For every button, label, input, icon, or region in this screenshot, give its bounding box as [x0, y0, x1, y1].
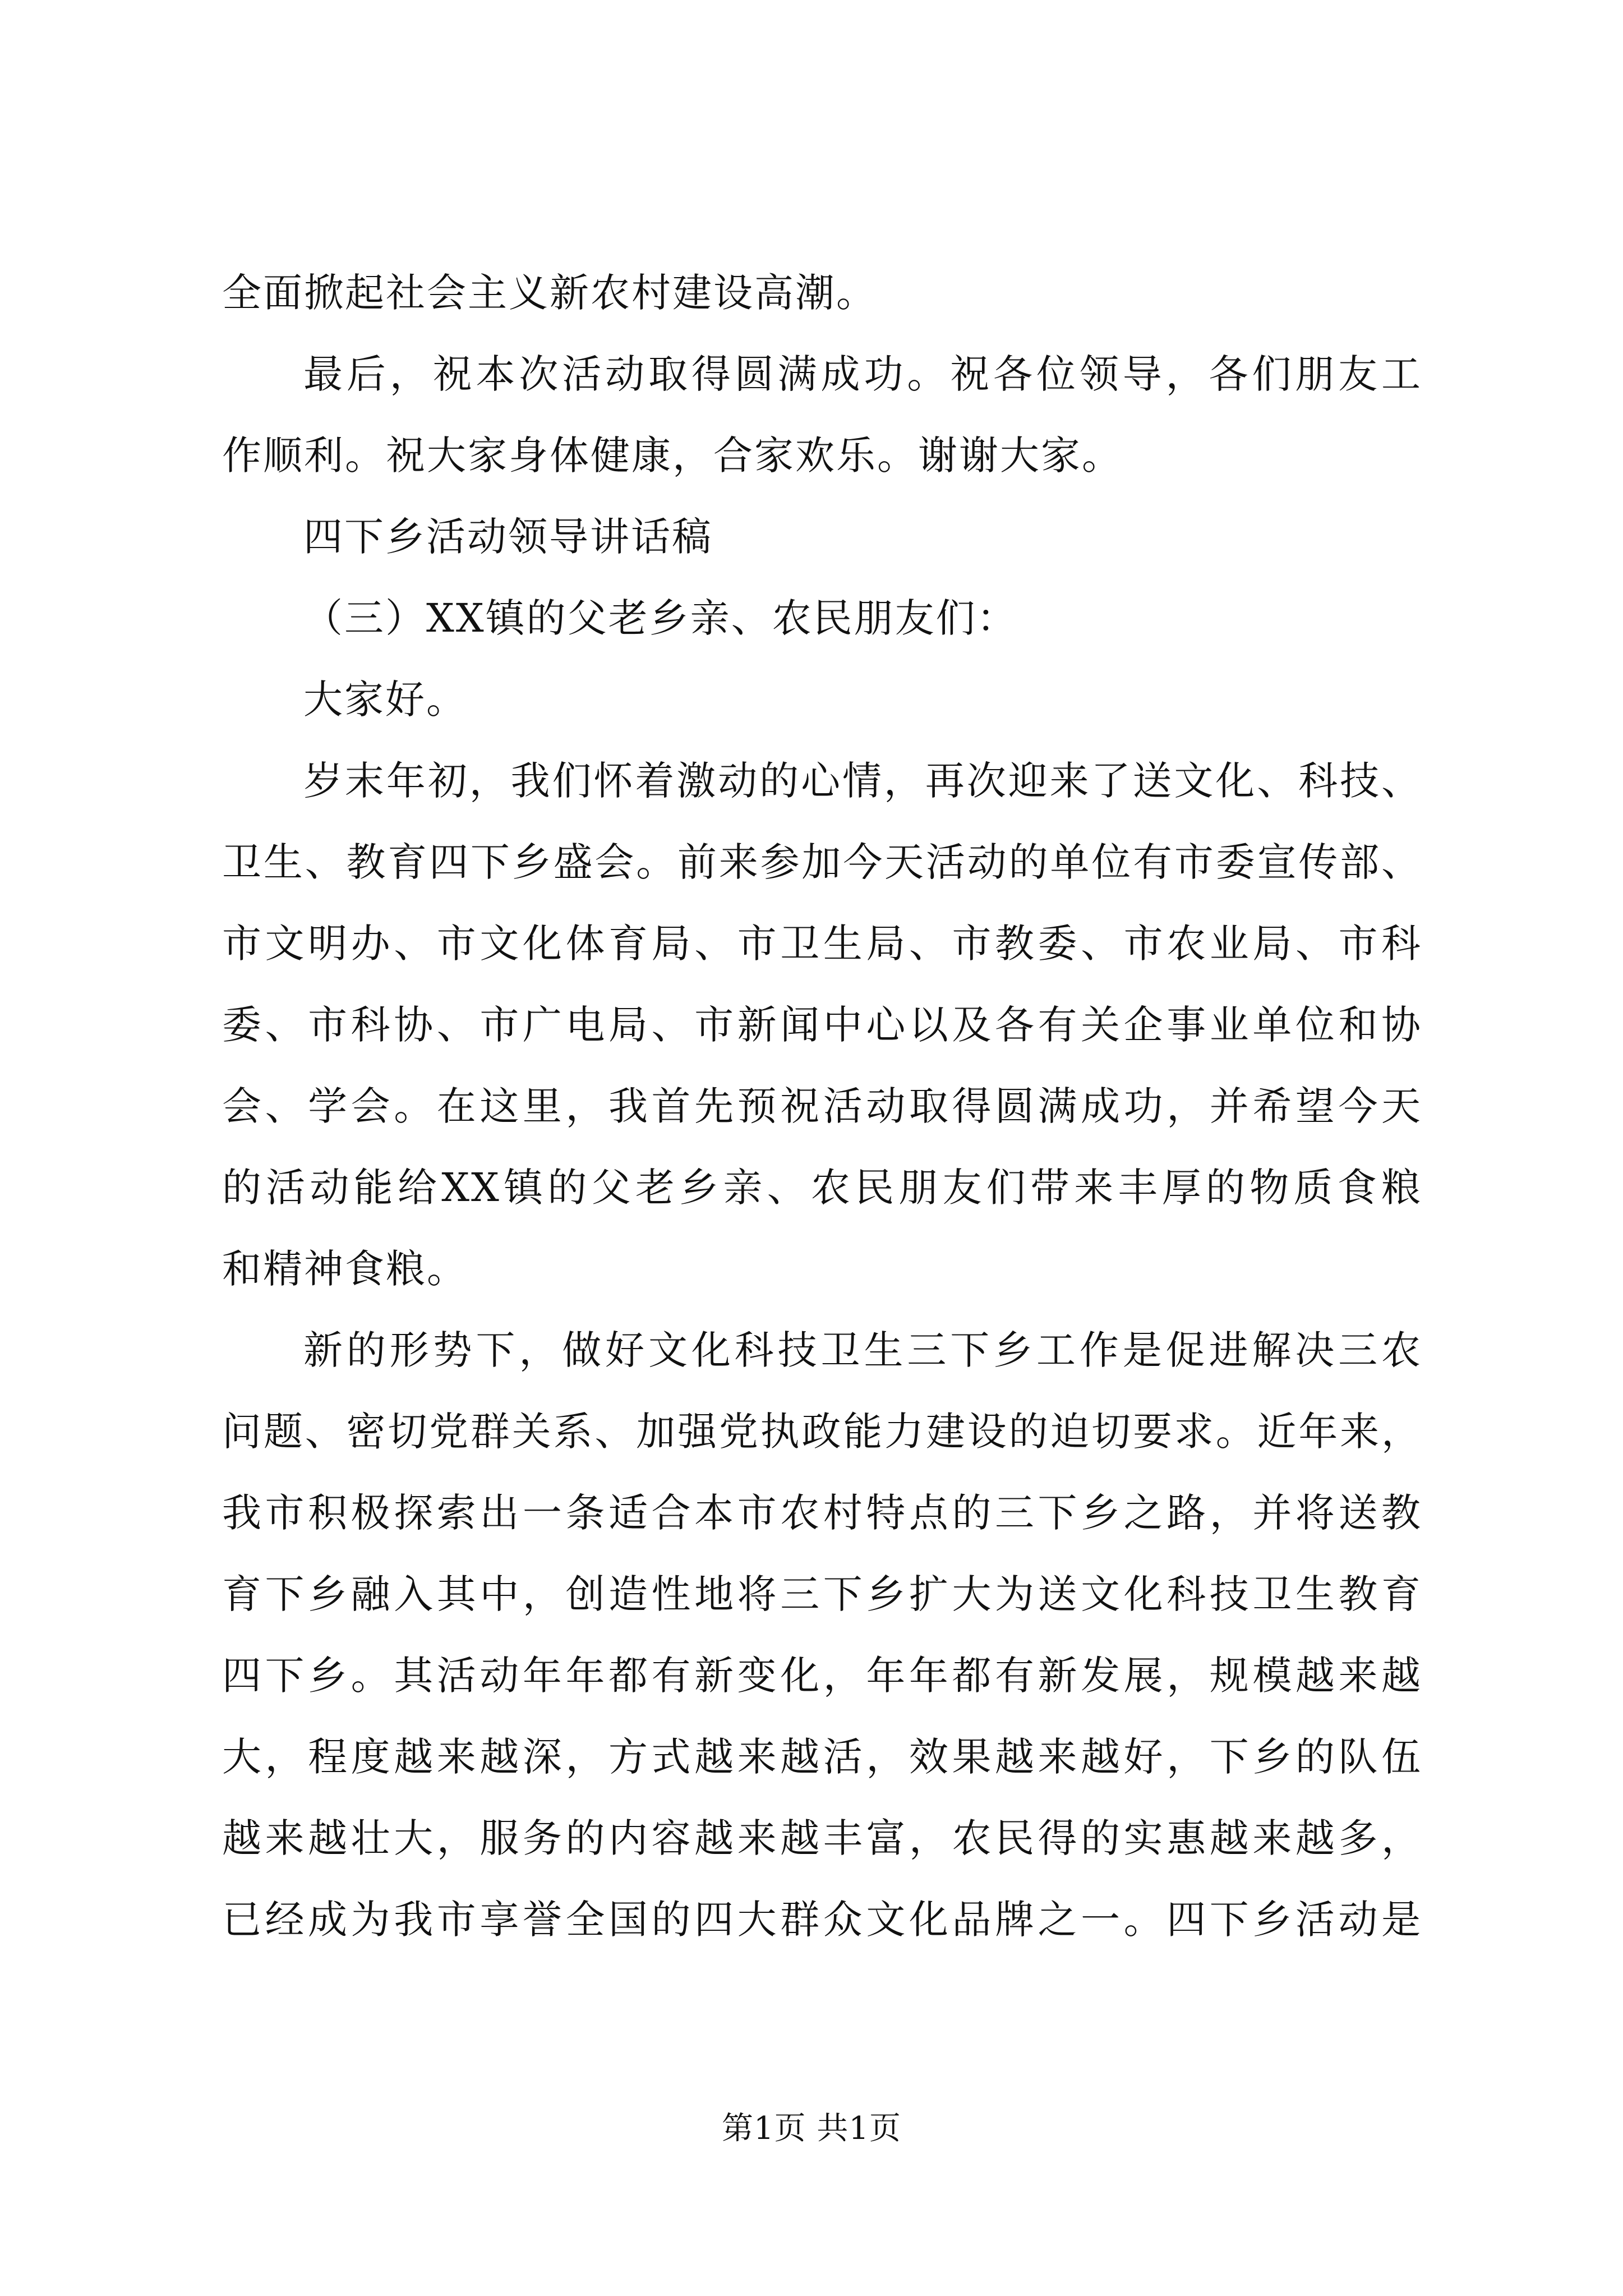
text-line: 最后，祝本次活动取得圆满成功。祝各位领导，各们朋友工 [303, 351, 1422, 397]
text-line: 大，程度越来越深，方式越来越活，效果越来越好，下乡的队伍 [222, 1734, 1422, 1780]
salutation: （三）XX镇的父老乡亲、农民朋友们： [303, 595, 1018, 641]
text-line: 市文明办、市文化体育局、市卫生局、市教委、市农业局、市科 [222, 921, 1422, 967]
page-footer: 第1页 共1页 [721, 2110, 902, 2147]
section-heading: 四下乡活动领导讲话稿 [303, 514, 713, 560]
text-line: 新的形势下，做好文化科技卫生三下乡工作是促进解决三农 [303, 1327, 1422, 1373]
text-line: 卫生、教育四下乡盛会。前来参加今天活动的单位有市委宣传部、 [222, 839, 1422, 885]
text-line: 越来越壮大，服务的内容越来越丰富，农民得的实惠越来越多， [222, 1815, 1422, 1861]
text-line: 和精神食粮。 [222, 1246, 468, 1292]
text-line: 作顺利。祝大家身体健康，合家欢乐。谢谢大家。 [222, 432, 1123, 478]
text-line: 会、学会。在这里，我首先预祝活动取得圆满成功，并希望今天 [222, 1083, 1422, 1129]
greeting: 大家好。 [303, 677, 467, 723]
text-line: 岁末年初，我们怀着激动的心情，再次迎来了送文化、科技、 [303, 758, 1422, 804]
document-body [222, 252, 1422, 1961]
text-line: 四下乡。其活动年年都有新变化，年年都有新发展，规模越来越 [222, 1653, 1422, 1699]
text-line: 的活动能给XX镇的父老乡亲、农民朋友们带来丰厚的物质食粮 [222, 1165, 1422, 1211]
text-line: 委、市科协、市广电局、市新闻中心以及各有关企事业单位和协 [222, 1002, 1422, 1048]
text-line: 我市积极探索出一条适合本市农村特点的三下乡之路，并将送教 [222, 1490, 1422, 1536]
text-line: 全面掀起社会主义新农村建设高潮。 [222, 270, 877, 316]
text-line: 问题、密切党群关系、加强党执政能力建设的迫切要求。近年来， [222, 1409, 1422, 1455]
text-line: 已经成为我市享誉全国的四大群众文化品牌之一。四下乡活动是 [222, 1897, 1422, 1943]
text-line: 育下乡融入其中，创造性地将三下乡扩大为送文化科技卫生教育 [222, 1571, 1422, 1617]
